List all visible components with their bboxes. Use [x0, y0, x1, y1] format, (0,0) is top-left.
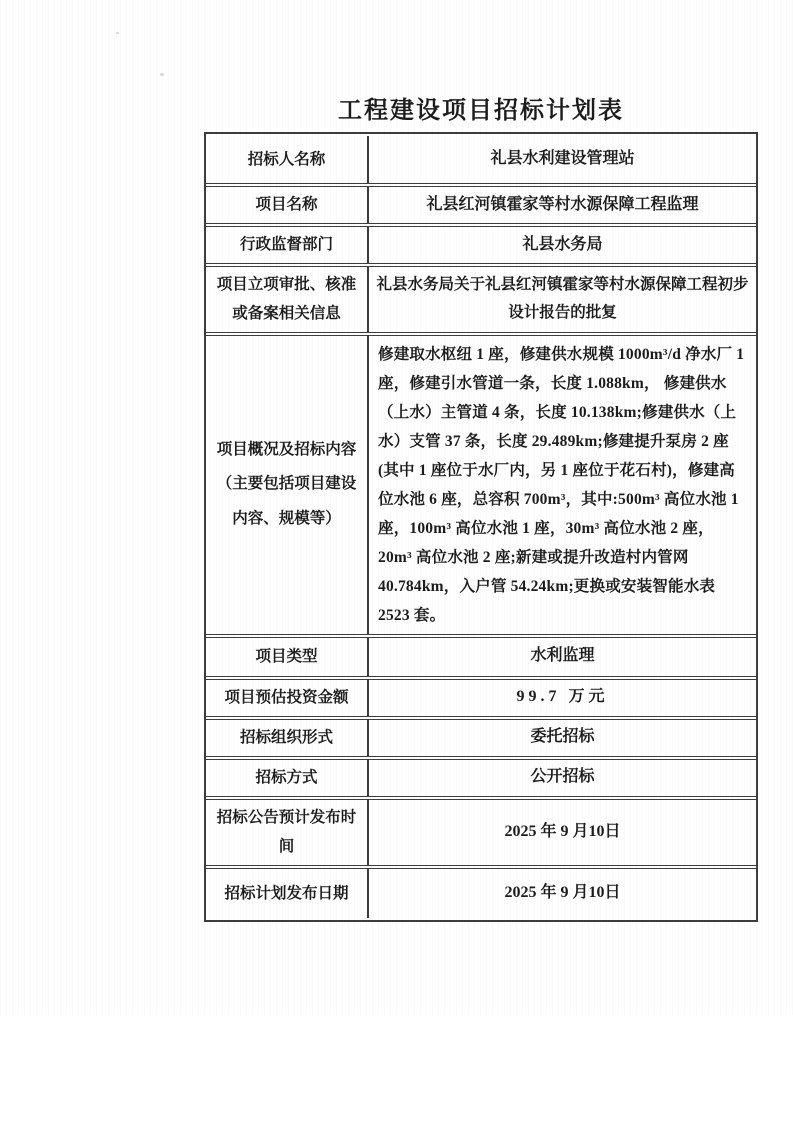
row-label: 项目立项审批、核准或备案相关信息	[206, 266, 368, 333]
row-value: 委托招标	[368, 719, 756, 757]
row-label: 项目类型	[206, 637, 368, 677]
row-value: 修建取水枢纽 1 座，修建供水规模 1000m³/d 净水厂 1 座，修建引水管道一条，长度 1.088km， 修建供水（上水）主管道 4 条，长度 10.138km;修建供水（上水）支管 37 条，长度 29.489km;修建提升泵房 2 座(其中 1 座位于水厂内，另 1 座位于花石村)，修建高位水池 6 座，总容积 700m³，其中:500m³ 高位水池 1 座，100m³ 高位水池 1 座，30m³ 高位水池 2 座，20m³ 高位水池 2 座;新建或提升改造村内管网 40.784km，入户管 54.24km;更换或安装智能水表 2523 套。	[368, 335, 756, 635]
row-value: 2025 年 9 月10日	[368, 799, 756, 866]
row-label: 招标人名称	[206, 136, 368, 184]
row-label: 行政监督部门	[206, 226, 368, 264]
row-value: 礼县红河镇霍家等村水源保障工程监理	[368, 186, 756, 224]
row-value: 2025 年 9 月10日	[368, 868, 756, 918]
table-row	[206, 335, 756, 635]
table-row	[206, 186, 756, 224]
table-row	[206, 679, 756, 717]
row-value: 礼县水务局	[368, 226, 756, 264]
scan-speck	[116, 32, 119, 34]
row-value: 公开招标	[368, 759, 756, 797]
row-label: 项目概况及招标内容（主要包括项目建设内容、规模等）	[206, 335, 368, 635]
table-row	[206, 719, 756, 757]
table-body	[206, 136, 756, 918]
table-row	[206, 136, 756, 184]
table-row	[206, 226, 756, 264]
row-label: 招标方式	[206, 759, 368, 797]
row-label: 招标计划发布日期	[206, 868, 368, 918]
row-value: 99.7 万元	[368, 679, 756, 717]
table-row	[206, 799, 756, 866]
table-row	[206, 266, 756, 333]
row-value: 水利监理	[368, 637, 756, 677]
bidding-plan-table	[204, 132, 758, 922]
row-label: 招标组织形式	[206, 719, 368, 757]
bidding-plan-table-grid	[206, 134, 756, 920]
row-value: 礼县水务局关于礼县红河镇霍家等村水源保障工程初步设计报告的批复	[368, 266, 756, 333]
row-value: 礼县水利建设管理站	[368, 136, 756, 184]
table-row	[206, 868, 756, 918]
table-row	[206, 637, 756, 677]
scan-speck	[160, 73, 164, 76]
row-label: 项目名称	[206, 186, 368, 224]
row-label: 招标公告预计发布时间	[206, 799, 368, 866]
row-label: 项目预估投资金额	[206, 679, 368, 717]
table-row	[206, 759, 756, 797]
page-title: 工程建设项目招标计划表	[338, 98, 624, 124]
